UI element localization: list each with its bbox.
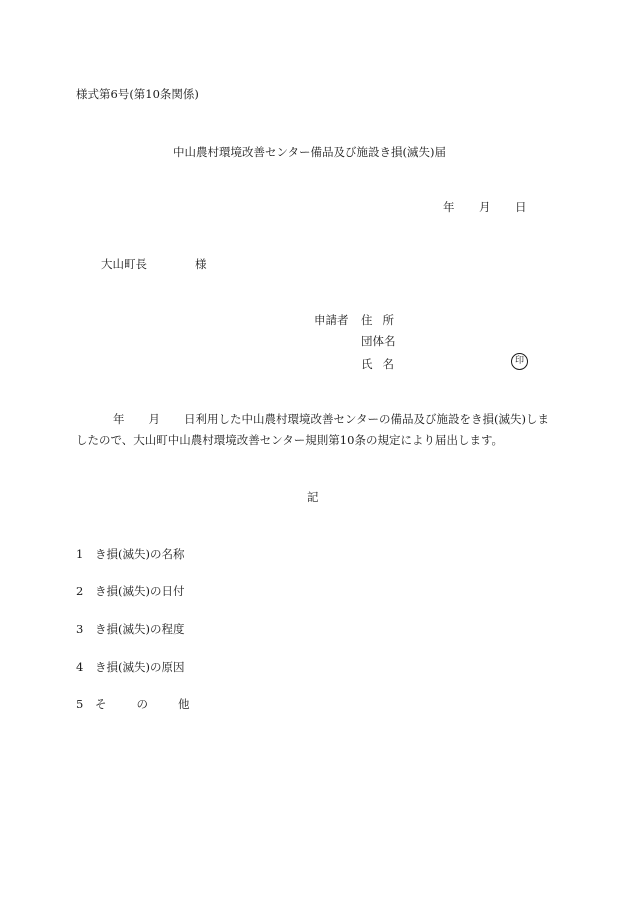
list-item <box>76 583 184 599</box>
seal-mark: 印 <box>511 353 528 370</box>
body-month-label: 月 <box>148 412 160 426</box>
list-item <box>76 621 184 637</box>
list-item <box>76 696 190 712</box>
body-year-label: 年 <box>113 412 125 426</box>
applicant-label: 申請者 <box>314 313 349 327</box>
item-number: 3 <box>76 622 84 636</box>
ki-heading: 記 <box>307 490 319 504</box>
item-label-char: 他 <box>178 697 190 711</box>
name-label: 氏名 <box>361 357 404 371</box>
item-label: き損(滅失)の日付 <box>95 584 185 598</box>
body-text: 日利用した中山農村環境改善センターの備品及び施設をき損(滅失)しましたので、大山町中山農村環境改善センター規則第10条の規定により届出します。 <box>76 412 550 447</box>
item-label-char: そ <box>95 697 107 711</box>
addressee-honorific: 様 <box>195 257 207 271</box>
address-label: 住所 <box>361 313 404 327</box>
body-paragraph <box>76 409 554 451</box>
date-year-label: 年 <box>443 200 455 214</box>
date-day-label: 日 <box>515 200 527 214</box>
addressee-name: 大山町長 <box>101 257 147 271</box>
item-label: き損(滅失)の原因 <box>95 660 185 674</box>
item-number: 4 <box>76 660 84 674</box>
item-label-char: の <box>136 697 148 711</box>
item-number: 5 <box>76 697 84 711</box>
item-label: き損(滅失)の程度 <box>95 622 185 636</box>
group-name-label: 団体名 <box>361 334 396 348</box>
item-number: 2 <box>76 584 84 598</box>
form-number: 様式第6号(第10条関係) <box>76 87 199 101</box>
date-month-label: 月 <box>479 200 491 214</box>
document-title: 中山農村環境改善センター備品及び施設き損(滅失)届 <box>173 145 447 159</box>
list-item <box>76 659 184 675</box>
item-number: 1 <box>76 547 84 561</box>
item-label: き損(滅失)の名称 <box>95 547 185 561</box>
list-item <box>76 546 184 562</box>
